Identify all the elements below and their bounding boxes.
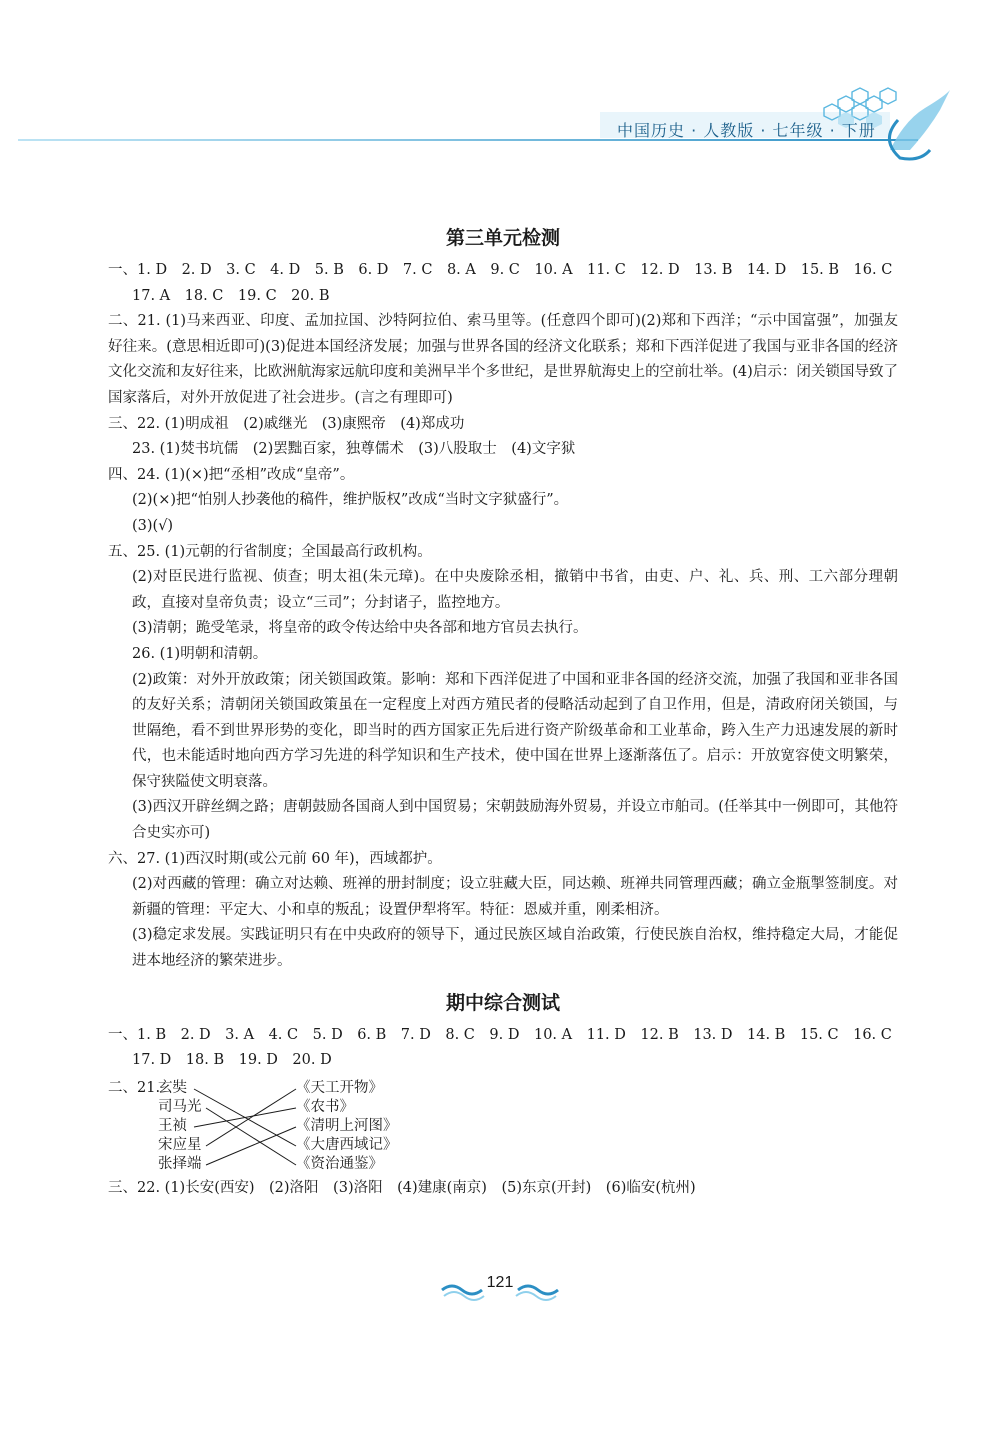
match-line (206, 1127, 296, 1165)
answer-content (108, 222, 898, 1201)
matching-answer-q21 (108, 1076, 898, 1176)
match-right-item: 《天工开物》 (296, 1079, 383, 1096)
match-left-item: 王祯 (158, 1117, 187, 1134)
header-decoration (0, 0, 1000, 170)
section-title-unit3: 第三单元检测 (445, 227, 560, 249)
matching-lines (108, 1076, 368, 1176)
answer-q24-2: (2)(×)把“怕别人抄袭他的稿件，维护版权”改成“当时文字狱盛行”。 (132, 492, 569, 509)
match-right-item: 《资治通鉴》 (296, 1155, 383, 1172)
match-right-item: 《大唐西域记》 (296, 1136, 398, 1153)
matching-prefix: 二、21. (108, 1079, 161, 1096)
match-left-item: 司马光 (158, 1098, 202, 1115)
answer-q26-3: (3)西汉开辟丝绸之路；唐朝鼓励各国商人到中国贸易；宋朝鼓励海外贸易，并设立市舶司。(任举其中一例即可，其他符合史实亦可) (132, 799, 898, 842)
answer-q21: 二、21. (1)马来西亚、印度、孟加拉国、沙特阿拉伯、索马里等。(任意四个即可)(2)郑和下西洋；“示中国富强”，加强友好往来。(意思相近即可)(3)促进本国经济发展；加强与世界各国的经济文化联系；郑和下西洋促进了我国与亚非各国的经济文化交流和友好往来，比欧洲航海家远航印度和美洲早半个多世纪，是世界航海史上的空前壮举。(4)启示：闭关锁国导致了国家落后，对外开放促进了社会进步。(言之有理即可) (108, 313, 898, 406)
page-header (0, 0, 1000, 170)
match-left-item: 玄奘 (158, 1079, 187, 1096)
answer-q23: 23. (1)焚书坑儒 (2)罢黜百家，独尊儒术 (3)八股取士 (4)文字狱 (132, 441, 576, 458)
choice-answers-line-2: 17. A 18. C 19. C 20. B (132, 287, 330, 304)
match-left-item: 宋应星 (158, 1136, 202, 1153)
match-right-item: 《清明上河图》 (296, 1117, 398, 1134)
match-left-item: 张择端 (158, 1155, 202, 1172)
book-title: 中国历史 · 人教版 · 七年级 · 下册 (617, 121, 876, 140)
answer-q22: 三、22. (1)明成祖 (2)戚继光 (3)康熙帝 (4)郑成功 (108, 415, 465, 432)
answer-q25-1: 五、25. (1)元朝的行省制度；全国最高行政机构。 (108, 543, 432, 560)
answer-q27-2: (2)对西藏的管理：确立对达赖、班禅的册封制度；设立驻藏大臣，同达赖、班禅共同管理西藏；确立金瓶掣签制度。对新疆的管理：平定大、小和卓的叛乱；设置伊犁将军。特征：恩威并重，刚柔相济。 (132, 876, 898, 918)
answer-q27-3: (3)稳定求发展。实践证明只有在中央政府的领导下，通过民族区域自治政策，行使民族自治权，维持稳定大局，才能促进本地经济的繁荣进步。 (132, 927, 898, 970)
page-footer (440, 1272, 560, 1302)
answer-q26-2: (2)政策：对外开放政策；闭关锁国政策。影响：郑和下西洋促进了中国和亚非各国的经济交流，加强了我国和亚非各国的友好关系；清朝闭关锁国政策虽在一定程度上对西方殖民者的侵略活动起到了自卫作用，但是，清政府闭关锁国，与世隔绝，看不到世界形势的变化，即当时的西方国家正先后进行资产阶级革命和工业革命，跨入生产力迅速发展的新时代，也未能适时地向西方学习先进的科学知识和生产技术，使中国在世界上逐渐落伍了。启示：开放宽容使文明繁荣，保守狭隘使文明衰落。 (132, 671, 898, 790)
match-line (206, 1089, 296, 1146)
match-line (194, 1108, 296, 1127)
page-number: 121 (486, 1274, 514, 1291)
midterm-choice-line-2: 17. D 18. B 19. D 20. D (132, 1052, 332, 1069)
answer-q24-3: (3)(√) (132, 517, 174, 534)
answer-q24-1: 四、24. (1)(×)把“丞相”改成“皇帝”。 (108, 466, 355, 483)
match-right-item: 《农书》 (296, 1098, 354, 1115)
section-title-midterm: 期中综合测试 (445, 991, 560, 1014)
midterm-answer-q22: 三、22. (1)长安(西安) (2)洛阳 (3)洛阳 (4)建康(南京) (5)东京(开封) (6)临安(杭州) (108, 1179, 696, 1196)
answer-q26-1: 26. (1)明朝和清朝。 (132, 645, 268, 662)
choice-answers-line-1: 一、1. D 2. D 3. C 4. D 5. B 6. D 7. C 8. A 9. C 10. A 11. C 12. D 13. B 14. D 15. B 16. C (108, 262, 893, 278)
midterm-choice-line-1: 一、1. B 2. D 3. A 4. C 5. D 6. B 7. D 8. C 9. D 10. A 11. D 12. B 13. D 14. B 15. C 16. C (108, 1026, 892, 1043)
answer-q25-3: (3)清朝；跪受笔录，将皇帝的政令传达给中央各部和地方官员去执行。 (132, 620, 588, 637)
answer-q25-2: (2)对臣民进行监视、侦查；明太祖(朱元璋)。在中央废除丞相，撤销中书省，由吏、户、礼、兵、刑、工六部分理朝政，直接对皇帝负责；设立“三司”；分封诸子，监控地方。 (132, 569, 898, 611)
answer-q27-1: 六、27. (1)西汉时期(或公元前 60 年)，西域都护。 (108, 850, 442, 867)
